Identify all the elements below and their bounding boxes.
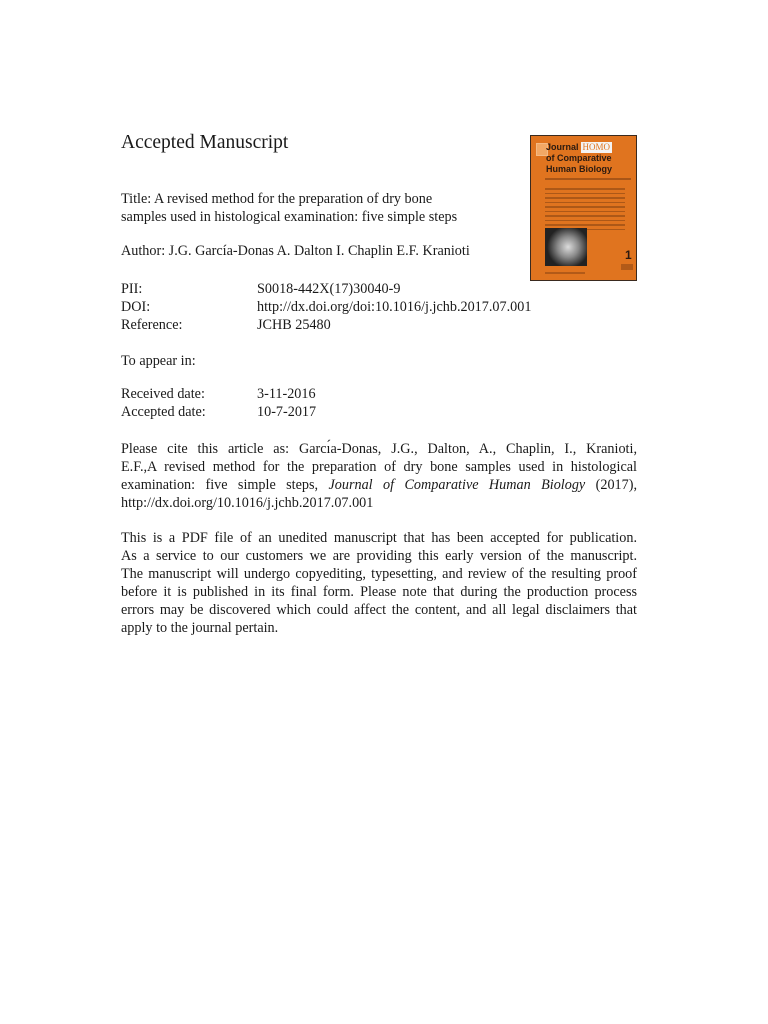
received-value: 3-11-2016 <box>257 386 316 402</box>
cover-title-homo: HOMO <box>582 142 611 152</box>
cover-subtitle-rule <box>545 178 631 180</box>
pii-label: PII: <box>121 281 143 297</box>
accepted-value: 10-7-2017 <box>257 404 317 420</box>
page-heading: Accepted Manuscript <box>121 132 289 153</box>
journal-name: Journal of Comparative Human Biology <box>328 477 586 493</box>
doi-link[interactable]: http://dx.doi.org/doi:10.1016/j.jchb.2017.07.001 <box>257 299 532 315</box>
cover-title <box>546 142 612 175</box>
citation-doi-link[interactable]: http://dx.doi.org/10.1016/j.jchb.2017.07.001 <box>121 495 374 511</box>
article-title <box>121 190 501 226</box>
cover-volume-number: 1 <box>625 248 632 262</box>
journal-cover-image <box>530 135 637 281</box>
citation-paragraph <box>121 440 637 512</box>
disclaimer-line: before it is published in its final form. Please note that during the production process <box>121 584 637 600</box>
accepted-row <box>121 403 316 421</box>
cover-footer-rule <box>545 272 585 274</box>
citation-line <box>121 476 637 494</box>
to-appear-line: To appear in: <box>121 353 196 369</box>
citation-year: (2017), <box>585 477 638 493</box>
pii-value: S0018-442X(17)30040-9 <box>257 281 401 297</box>
cover-title-line: Human Biology <box>546 164 613 174</box>
disclaimer-line: As a service to our customers we are providing this early version of the manuscript. <box>121 548 637 564</box>
skull-xray-image <box>545 228 587 266</box>
disclaimer-line: apply to the journal pertain. <box>121 620 279 636</box>
cover-contents-text <box>545 188 625 233</box>
disclaimer-line: The manuscript will undergo copyediting, typesetting, and review of the resulting proof <box>121 566 637 582</box>
doi-label: DOI: <box>121 299 151 315</box>
pii-row <box>121 280 400 298</box>
accepted-label: Accepted date: <box>121 404 206 420</box>
received-row <box>121 385 316 403</box>
title-line: samples used in histological examination: five simple steps <box>121 209 458 225</box>
author-line: Author: J.G. García-Donas A. Dalton I. Chaplin E.F. Kranioti <box>121 243 470 259</box>
citation-text: examination: five simple steps, <box>121 477 329 493</box>
disclaimer-paragraph <box>121 529 637 637</box>
cover-title-word: Journal <box>546 142 579 152</box>
reference-label: Reference: <box>121 317 183 333</box>
disclaimer-line: This is a PDF file of an unedited manuscript that has been accepted for publication. <box>121 530 637 546</box>
reference-value: JCHB 25480 <box>257 317 331 333</box>
cover-title-line: of Comparative <box>546 153 612 163</box>
received-label: Received date: <box>121 386 205 402</box>
citation-line: Please cite this article as: Garcı́a-Donas, J.G., Dalton, A., Chaplin, I., Kranioti, <box>121 441 637 457</box>
doi-row <box>121 298 531 316</box>
disclaimer-line: errors may be discovered which could affect the content, and all legal disclaimers that <box>121 602 637 618</box>
title-line: Title: A revised method for the preparation of dry bone <box>121 191 433 207</box>
citation-line: E.F.,A revised method for the preparation of dry bone samples used in histological <box>121 459 637 475</box>
reference-row <box>121 316 331 334</box>
cover-volume-note <box>621 264 633 270</box>
